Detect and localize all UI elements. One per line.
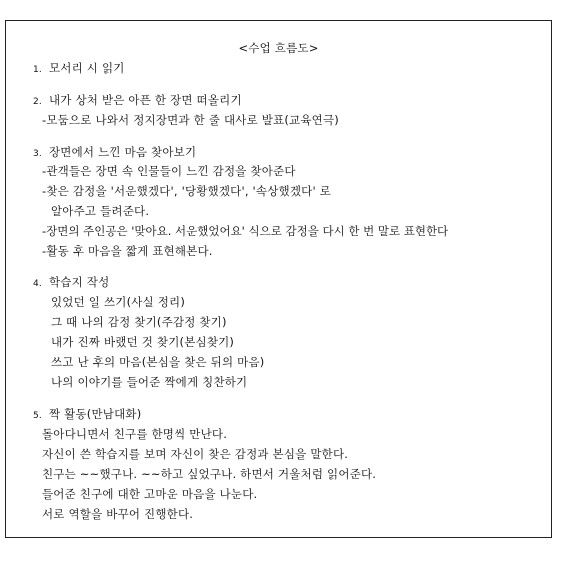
section-3-line: -관객들은 장면 속 인물들이 느낀 감정을 찾아준다 (42, 164, 296, 178)
section-4-line: 내가 진짜 바랬던 것 찾기(본심찾기) (51, 335, 235, 349)
section-4-line: 쓰고 난 후의 마음(본심을 찾은 뒤의 마음) (51, 355, 265, 369)
section-5-title: 짝 활동(만남대화) (49, 407, 142, 421)
section-4-line: 있었던 일 쓰기(사실 정리) (51, 295, 186, 309)
section-4-number: 4. (33, 279, 42, 289)
section-2-number: 2. (33, 97, 42, 107)
section-4-line: 그 때 나의 감정 찾기(주감정 찾기) (51, 315, 227, 329)
section-3-line: 알아주고 들려준다. (51, 204, 150, 218)
section-1-number: 1. (33, 65, 42, 75)
section-2-line: -모둠으로 나와서 정지장면과 한 줄 대사로 발표(교육연극) (42, 113, 339, 127)
lesson-flow-box (5, 20, 552, 538)
section-3-line: -장면의 주인공은 '맞아요. 서운했었어요' 식으로 감정을 다시 한 번 말로 표현한다 (42, 224, 449, 238)
section-5-line: 들어준 친구에 대한 고마운 마음을 나눈다. (42, 487, 258, 501)
section-1-heading (33, 61, 125, 77)
section-3-heading (33, 145, 196, 161)
document-title: <수업 흐름도> (238, 41, 319, 55)
section-3-line: -활동 후 마음을 짧게 표현해본다. (42, 244, 213, 258)
section-3-line: -찾은 감정을 '서운했겠다', '당황했겠다', '속상했겠다' 로 (42, 184, 331, 198)
section-2-title: 내가 상처 받은 아픈 한 장면 떠올리기 (49, 93, 242, 107)
section-4-line: 나의 이야기를 들어준 짝에게 칭찬하기 (51, 375, 248, 389)
section-4-title: 학습지 작성 (49, 275, 110, 289)
section-5-line: 친구는 ~~했구나. ~~하고 싶었구나. 하면서 거울처럼 읽어준다. (42, 467, 377, 481)
section-4-heading (33, 275, 109, 291)
section-5-line: 자신이 쓴 학습지를 보며 자신이 찾은 감정과 본심을 말한다. (42, 447, 349, 461)
section-5-line: 돌아다니면서 친구를 한명씩 만난다. (42, 427, 228, 441)
section-5-number: 5. (33, 411, 42, 421)
section-3-title: 장면에서 느낀 마음 찾아보기 (49, 145, 197, 159)
section-5-line: 서로 역할을 바꾸어 진행한다. (42, 507, 194, 521)
section-3-number: 3. (33, 149, 42, 159)
section-2-heading (33, 93, 242, 109)
section-5-heading (33, 407, 141, 423)
section-1-title: 모서리 시 읽기 (49, 61, 125, 75)
